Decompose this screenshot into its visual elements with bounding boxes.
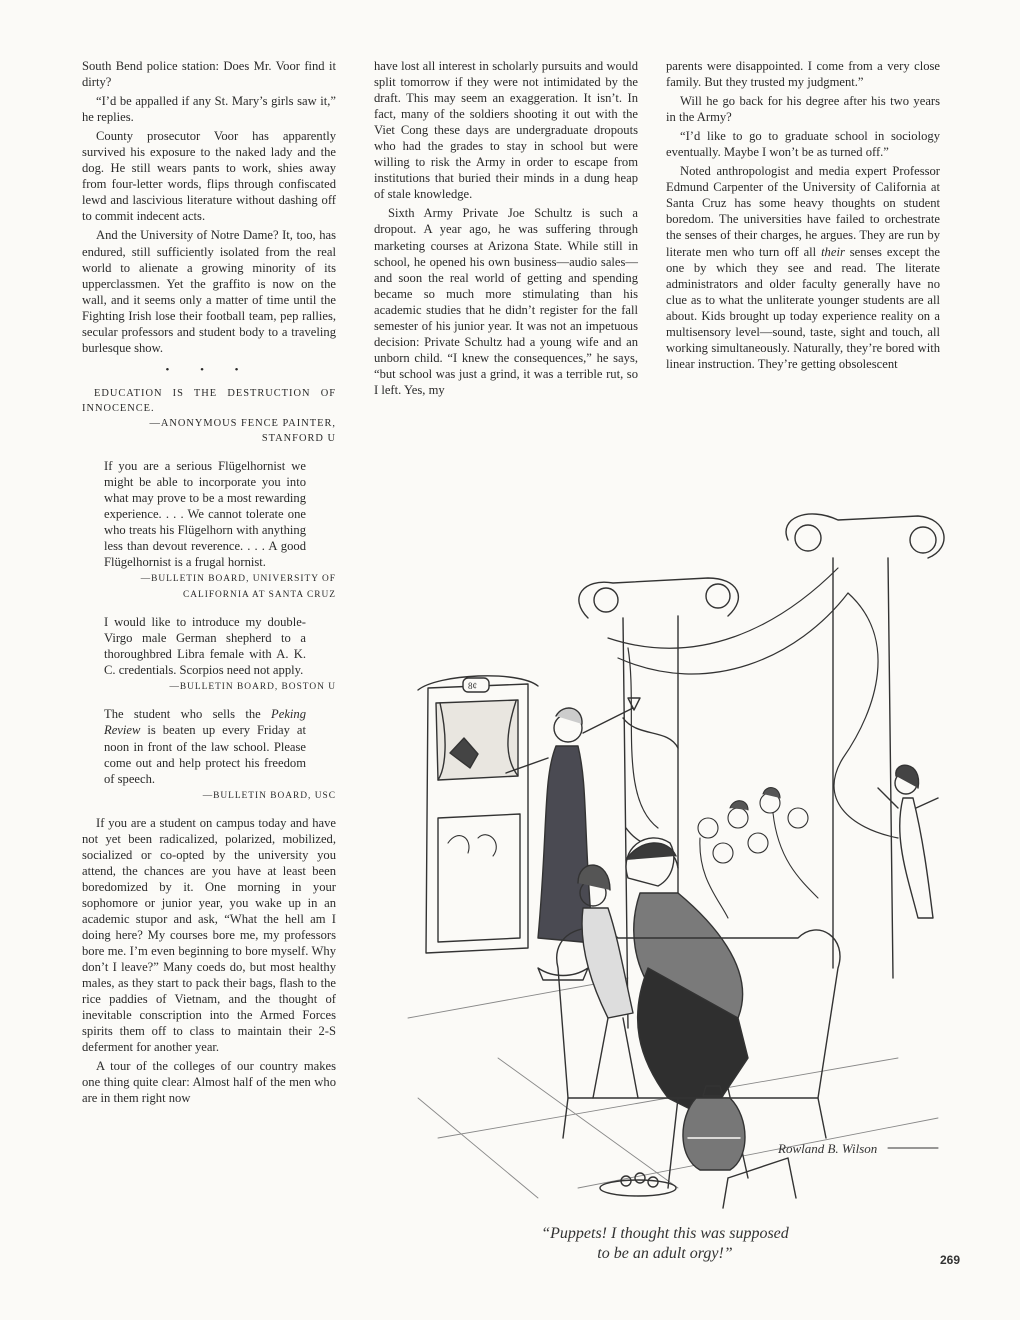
section-break: • • • (165, 363, 253, 376)
bulletin-notice (82, 706, 336, 802)
paragraph: And the University of Notre Dame? It, too, has endured, still sufficiently isolated from the real world to alienate a growing minority of its upperclassmen. Yet the graffito is now on the wall, and it seems only a matter of time until the Fighting Irish lose their football team, pep rallies, secular professors and student body to a traveling burlesque show. (82, 228, 336, 355)
revelers-group (698, 788, 818, 918)
bulletin-notice (82, 614, 336, 694)
paragraph-part: Noted anthropologist and media expert Professor Edmund Carpenter of the University of California at Santa Cruz has some heavy thoughts on student boredom. The universities have failed to orchestrate the senses of their charges, he argues. They are run by literate men who turn off all (666, 164, 940, 259)
notice-text: If you are a serious Flügelhornist we might be able to incorporate you into what may prove to be a most rewarding experience. . . . We cannot tolerate one who treats his Flügelhorn with anything less than devout reverence. . . . A good Flügelhornist is a frugal hornist. (104, 458, 306, 570)
puppet-booth (418, 676, 538, 953)
paragraph: “I’d like to go to graduate school in sociology eventually. Maybe I won’t be as turned off.” (666, 129, 940, 160)
page-number: 269 (940, 1253, 961, 1267)
hostess-figure (506, 698, 640, 943)
paragraph: A tour of the colleges of our country makes one thing quite clear: Almost half of the men who are in them right now (82, 1059, 336, 1106)
cartoon-caption (430, 1224, 900, 1264)
dancer-figure (878, 765, 938, 918)
epigraph-attribution: —ANONYMOUS FENCE PAINTER, (149, 417, 336, 429)
epigraph (82, 386, 336, 446)
paragraph: Will he go back for his degree after his two years in the Army? (666, 94, 940, 125)
emphasis: their (821, 244, 845, 259)
paragraph-part: senses except the one by which they see and read. The literate administrators and older faculty generally have no clue as to what the unliterate younger students are all about. Kids brought up today experience reality on a multisensory level—sound, taste, sight and touch, all working simultaneously. Naturally, they’re bored with linear instruction. They’re getting obsolescent (666, 244, 940, 371)
paragraph: parents were disappointed. I come from a very close family. But they trusted my judgment.” (666, 59, 940, 90)
publication-title: Peking Review (104, 707, 306, 738)
paragraph: Sixth Army Private Joe Schultz is such a dropout. A year ago, he was suffering through marketing courses at Arizona State. While still in school, he opened his own business—audio sales—and soon the real world of getting and spending became so much more stimulating than his academic studies that he didn’t register for the fall semester of his junior year. It was not an impetuous decision: Private Schultz had a young wife and an unborn child. “I knew the consequences,” he says, “but school was just a grind, it was a terrible rut, so I left. Yes, my (374, 206, 638, 397)
notice-text-part: is beaten up every Friday at noon in front of the law school. Please come out and help protect his freedom of speech. (104, 723, 306, 786)
text-column-left (82, 58, 336, 1109)
caption-line: to be an adult orgy!” (597, 1245, 733, 1262)
right-column (786, 514, 944, 978)
epigraph-quote: EDUCATION IS THE DESTRUCTION OF INNOCENCE. (82, 387, 336, 414)
notice-attribution: —BULLETIN BOARD, BOSTON U (169, 682, 336, 693)
notice-attribution: —BULLETIN BOARD, USC (202, 790, 336, 801)
paragraph: South Bend police station: Does Mr. Voor find it dirty? (82, 59, 336, 90)
epigraph-attribution: STANFORD U (261, 432, 336, 444)
artist-signature: Rowland B. Wilson (778, 1141, 878, 1156)
bulletin-notice (82, 458, 336, 602)
paragraph (666, 163, 940, 372)
booth-sign: 8¢ (468, 681, 477, 691)
notice-text (104, 706, 306, 786)
notice-attribution: —BULLETIN BOARD, UNIVERSITY OF (140, 574, 336, 585)
notice-attribution: CALIFORNIA AT SANTA CRUZ (182, 590, 336, 601)
text-column-right (666, 58, 940, 375)
paragraph: “I’d be appalled if any St. Mary’s girls saw it,” he replies. (82, 94, 336, 125)
cartoon-illustration (378, 498, 956, 1218)
paragraph: County prosecutor Voor has apparently survived his exposure to the naked lady and the dog. He still wears pants to work, shies away from four-letter words, flips through confiscated lewd and lascivious literature without dashing off to commit indecent acts. (82, 129, 336, 224)
paragraph: have lost all interest in scholarly pursuits and would split tomorrow if they were not intimidated by the draft. This may seem an exaggeration. It isn’t. In fact, many of the soldiers shooting it out with the Viet Cong these days are undergraduate dropouts who had the grades to stay in school but were willing to risk the Army in order to escape from institutions that buried their minds in a dung heap of stale knowledge. (374, 59, 638, 202)
notice-text: I would like to introduce my double-Virgo male German shepherd to a thoroughbred Libra female with A. K. C. credentials. Scorpios need not apply. (104, 615, 306, 678)
text-column-middle (374, 58, 638, 401)
drapery (608, 568, 898, 838)
caption-line: “Puppets! I thought this was supposed (541, 1225, 789, 1242)
notice-text-part: The student who sells the (104, 707, 272, 722)
paragraph: If you are a student on campus today and have not yet been radicalized, polarized, mobilized, socialized or co-opted by the university you attend, the chances are you have at least been boredomized by it. One morning in your sophomore or junior year, you wake up in an academic stupor and ask, “What the hell am I doing here? My courses bore me, my professors bore me. I’m even beginning to bore myself. Why don’t I leave?” Many coeds do, but most healthy males, as they start to pack their bags, flash to the rice paddies of Vietnam, and the thought of inevitable conscription into the Armed Forces spirits them off to class to maintain their 2-S deferment for another year. (82, 815, 336, 1055)
